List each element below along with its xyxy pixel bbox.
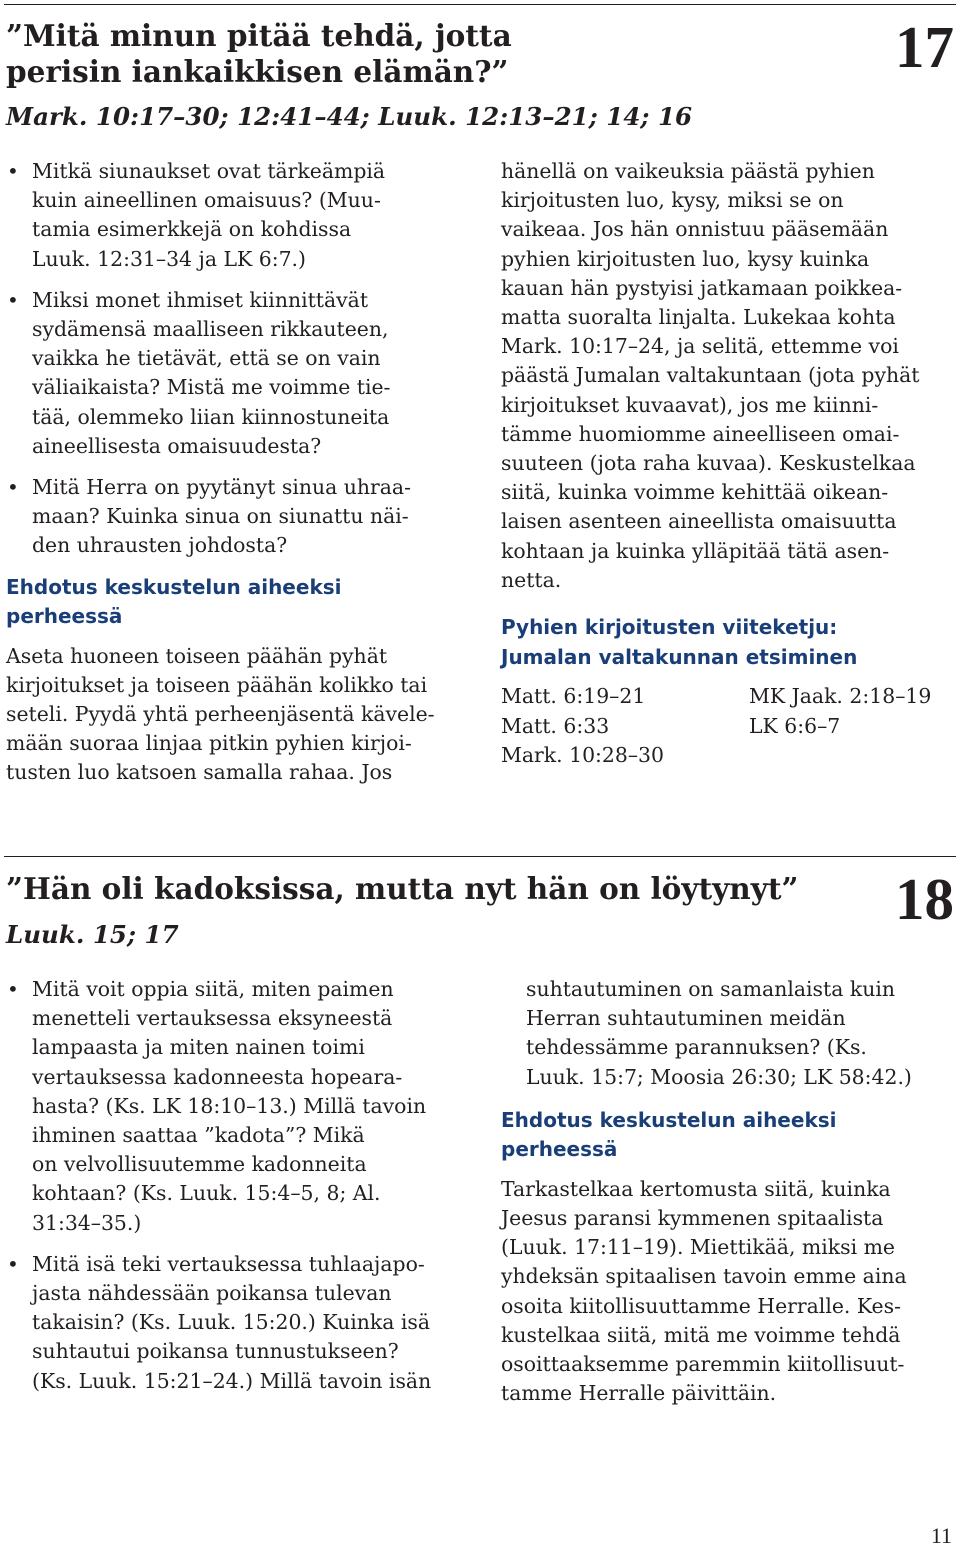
scripture-reference: MK Jaak. 2:18–19: [749, 684, 932, 709]
lesson-18-left-column: [6, 975, 476, 1408]
lesson-18-question: • Mitä isä teki vertauksessa tuhlaajapo- jasta nähdessään poikansa tulevan takaisin? (Ks. Luuk. 15:20.) Kuinka isä suhtautui poikansa tunnustukseen? (Ks. Luuk. 15:21–24.) Millä tavoin isän: [6, 1250, 476, 1396]
lesson-18-discussion-text: Tarkastelkaa kertomusta siitä, kuinka Jeesus paransi kymmenen spitaalista (Luuk. 17:11–19). Miettikää, miksi me yhdeksän spitaalisen tavoin emme aina osoita kiitollisuuttamme Herralle. Kes- kustelkaa siitä, mitä me voimme tehdä osoittaaksemme paremmin kiitollisuut- tamme Herralle päivittäin.: [501, 1176, 907, 1406]
lesson-18-number: 18: [895, 866, 954, 932]
lesson-18-reference: Luuk. 15; 17: [6, 920, 179, 949]
lesson-18-title: ”Hän oli kadoksissa, mutta nyt hän on löytynyt”: [6, 871, 799, 906]
section-divider: [4, 856, 956, 857]
lesson-17-question: • Mitkä siunaukset ovat tärkeämpiä kuin aineellinen omaisuus? (Muu- tamia esimerkkejä on kohdissa Luuk. 12:31–34 ja LK 6:7.): [6, 157, 471, 274]
lesson-17-question: • Miksi monet ihmiset kiinnittävät sydämensä maalliseen rikkauteen, vaikka he tietävät, että se on vain väliaikaista? Mistä me voimme tie- tää, olemmeko liian kiinnostuneita aineellisesta omaisuudesta?: [6, 286, 471, 461]
lesson-17-chain-references: [501, 682, 956, 771]
lesson-18-question: • Mitä voit oppia siitä, miten paimen menetteli vertauksessa eksyneestä lampaasta ja miten nainen toimi vertauksessa kadonneesta hopeara- hasta? (Ks. LK 18:10–13.) Millä tavoin ihminen saattaa ”kadota”? Mikä on velvollisuutemme kadonneita kohtaan? (Ks. Luuk. 15:4–5, 8; Al. 31:34–35.): [6, 975, 476, 1238]
lesson-17-discussion-heading: Ehdotus keskustelun aiheeksi perheessä: [6, 574, 342, 629]
lesson-17-title-line-1: ”Mitä minun pitää tehdä, jotta: [6, 18, 512, 53]
scripture-reference: Mark. 10:28–30: [501, 743, 665, 768]
lesson-17-number: 17: [895, 14, 954, 80]
lesson-17-discussion-text: Aseta huoneen toiseen päähän pyhät kirjoitukset ja toiseen päähän kolikko tai seteli. Pyydä yhtä perheenjäsentä kävele- mään suoraa linjaa pitkin pyhien kirjoi- tusten luo katsoen samalla rahaa. Jos: [6, 643, 435, 785]
lesson-17-discussion-continued: hänellä on vaikeuksia päästä pyhien kirjoitusten luo, kysy, miksi se on vaikeaa. Jos hän onnistuu pääsemään pyhien kirjoitusten luo, kysy kuinka kauan hän pystyisi jatkamaan poikkea- matta suoralta linjalta. Lukekaa kohta Mark. 10:17–24, ja selitä, ettemme voi päästä Jumalan valtakuntaan (jota pyhät kirjoitukset kuvaavat), jos me kiinni- tämme huomiomme aineelliseen omai- suuteen (jota raha kuvaa). Keskustelkaa siitä, kuinka voimme kehittää oikean- laisen asenteen aineellista omaisuutta kohtaan ja kuinka ylläpitää tätä asen- netta.: [501, 159, 920, 592]
lesson-17-right-column: [501, 157, 956, 771]
page-number: 11: [930, 1523, 952, 1548]
lesson-18-discussion-heading: Ehdotus keskustelun aiheeksi perheessä: [501, 1107, 837, 1162]
scripture-reference: Matt. 6:19–21: [501, 684, 646, 709]
scripture-reference: LK 6:6–7: [749, 713, 841, 738]
top-rule: [4, 4, 956, 5]
lesson-17-title-line-2: perisin iankaikkisen elämän?”: [6, 54, 509, 89]
lesson-17-question-list: [6, 157, 471, 561]
lesson-17-left-column: [6, 157, 471, 788]
lesson-17-question: • Mitä Herra on pyytänyt sinua uhraa- maan? Kuinka sinua on siunattu näi- den uhrausten johdosta?: [6, 473, 471, 561]
scripture-reference: Matt. 6:33: [501, 713, 610, 738]
lesson-18-question-list: [6, 975, 476, 1396]
lesson-18-right-column: [501, 975, 956, 1408]
lesson-18-question-continued: suhtautuminen on samanlaista kuin Herran suhtautuminen meidän tehdessämme parannuksen? (Ks. Luuk. 15:7; Moosia 26:30; LK 58:42.): [526, 977, 912, 1089]
lesson-17-chain-heading: Pyhien kirjoitusten viiteketju: Jumalan valtakunnan etsiminen: [501, 615, 858, 669]
lesson-17-reference: Mark. 10:17–30; 12:41–44; Luuk. 12:13–21; 14; 16: [6, 102, 693, 131]
